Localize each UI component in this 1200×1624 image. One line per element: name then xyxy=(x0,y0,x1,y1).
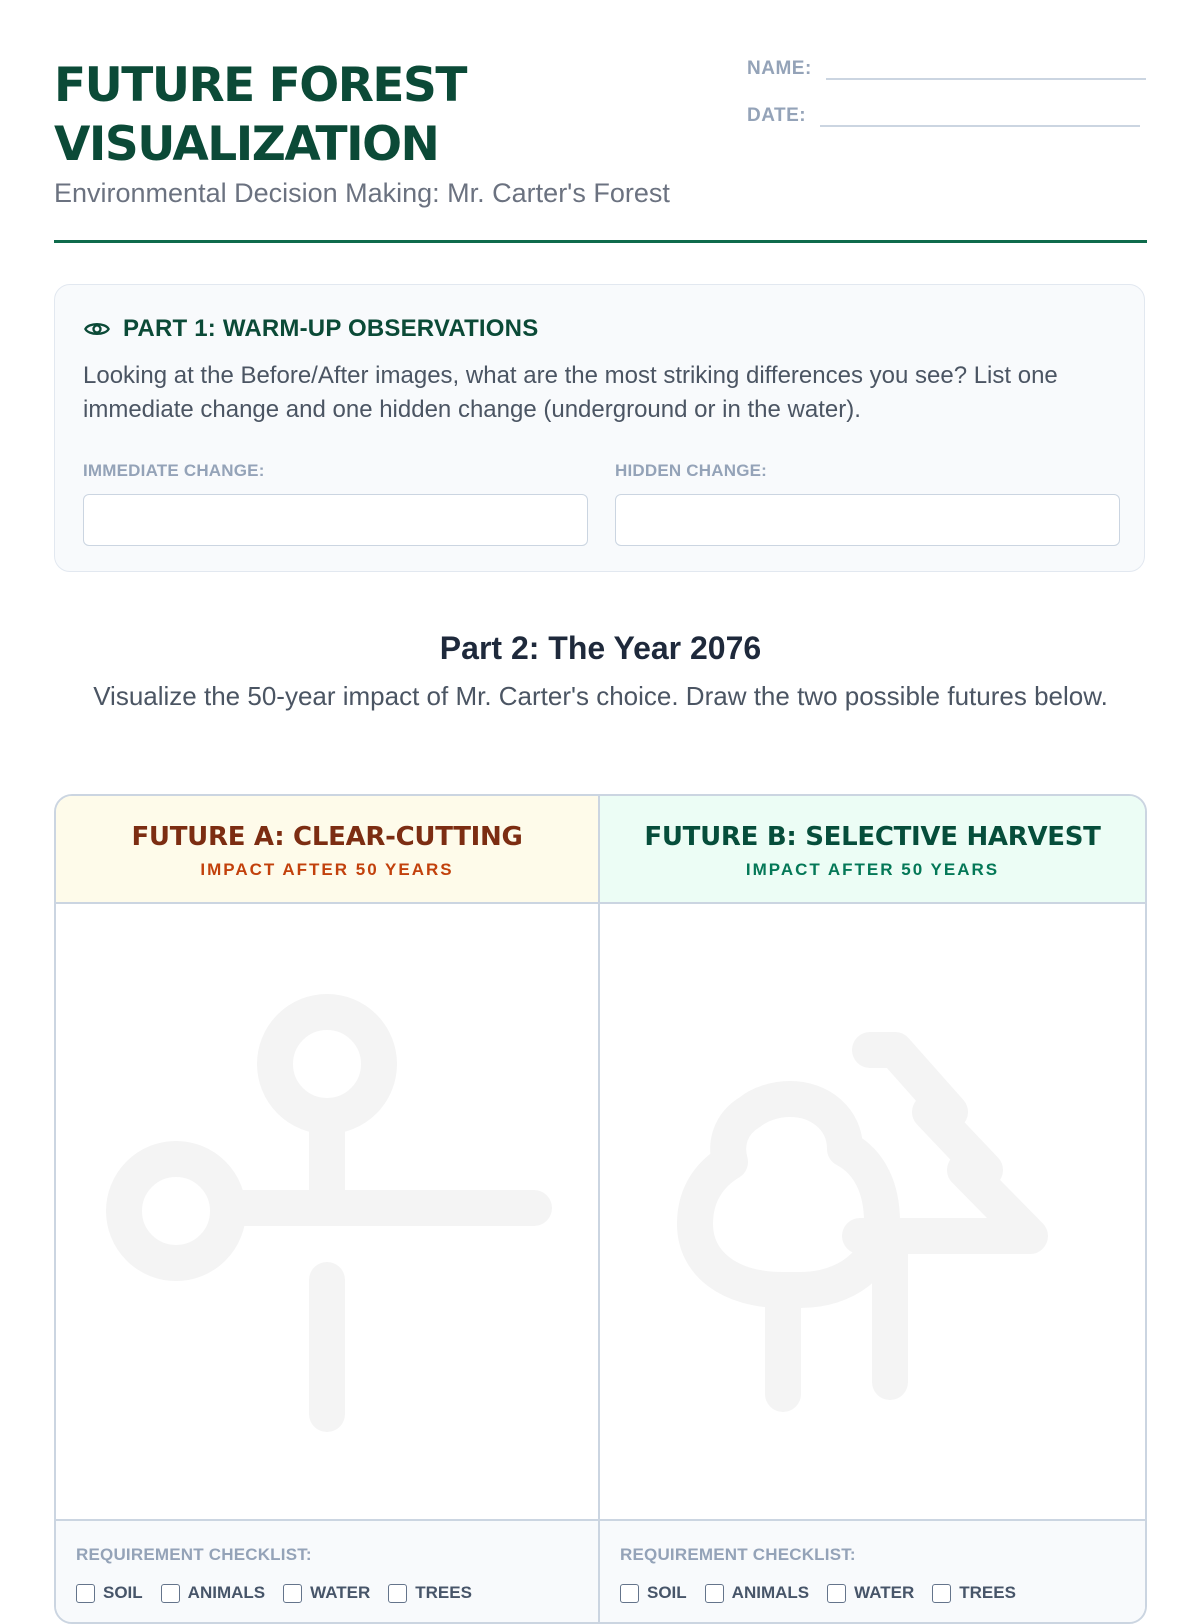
future-a-panel xyxy=(56,796,600,1622)
future-b-panel xyxy=(600,796,1145,1622)
worksheet-header xyxy=(54,0,1147,244)
checklist-item-water[interactable] xyxy=(283,1583,370,1603)
part2-instructions: Visualize the 50-year impact of Mr. Carter's choice. Draw the two possible futures below. xyxy=(93,681,1108,711)
checklist-item-soil[interactable] xyxy=(76,1583,143,1603)
checklist-item-label: WATER xyxy=(310,1583,371,1602)
future-b-subtitle: IMPACT AFTER 50 YEARS xyxy=(745,860,1000,879)
hidden-change-label: HIDDEN CHANGE: xyxy=(615,461,768,480)
title-line-1: FUTURE FOREST xyxy=(54,58,466,113)
future-a-checklist-label: REQUIREMENT CHECKLIST: xyxy=(76,1545,312,1564)
part1-header xyxy=(83,315,538,343)
checklist-item-trees[interactable] xyxy=(388,1583,472,1603)
checklist-item-label: ANIMALS xyxy=(731,1583,810,1602)
checklist-item-water[interactable] xyxy=(827,1583,914,1603)
name-label: NAME: xyxy=(747,58,812,79)
future-b-header xyxy=(600,796,1145,904)
future-a-header xyxy=(56,796,598,904)
immediate-change-input[interactable] xyxy=(83,494,588,546)
future-a-subtitle: IMPACT AFTER 50 YEARS xyxy=(200,860,454,879)
checklist-item-animals[interactable] xyxy=(705,1583,809,1603)
checklist-item-animals[interactable] xyxy=(161,1583,265,1603)
future-a-checklist-items xyxy=(76,1583,598,1603)
future-b-checklist-label: REQUIREMENT CHECKLIST: xyxy=(620,1545,856,1564)
part2-title: Part 2: The Year 2076 xyxy=(439,630,762,666)
future-b-drawing-area[interactable] xyxy=(600,904,1145,1521)
immediate-change-label: IMMEDIATE CHANGE: xyxy=(83,461,265,480)
future-b-checklist-items xyxy=(620,1583,1145,1603)
part1-title: PART 1: WARM-UP OBSERVATIONS xyxy=(123,315,539,342)
checklist-item-label: ANIMALS xyxy=(187,1583,266,1602)
worksheet-page xyxy=(54,0,1147,1602)
name-input-line[interactable] xyxy=(826,56,1146,80)
checklist-item-label: SOIL xyxy=(103,1583,143,1602)
date-label: DATE: xyxy=(747,105,807,126)
date-field xyxy=(747,103,1140,127)
future-a-title: FUTURE A: CLEAR-CUTTING xyxy=(131,822,523,852)
trees-icon xyxy=(600,904,1145,1521)
future-a-drawing-area[interactable] xyxy=(56,904,598,1521)
checklist-item-label: TREES xyxy=(415,1583,472,1602)
futures-grid xyxy=(54,794,1147,1624)
part1-card xyxy=(54,284,1145,572)
page-subtitle: Environmental Decision Making: Mr. Carter's Forest xyxy=(54,178,670,208)
page-title xyxy=(54,56,466,174)
part1-instructions: Looking at the Before/After images, what are the most striking differences you see? List one immediate change and one hidden change (underground or in the water). xyxy=(83,362,1058,423)
checklist-item-trees[interactable] xyxy=(932,1583,1016,1603)
name-field xyxy=(747,56,1146,80)
future-a-checklist xyxy=(56,1521,598,1624)
checklist-item-label: SOIL xyxy=(647,1583,687,1602)
eye-icon xyxy=(83,315,111,343)
header-divider xyxy=(54,240,1147,243)
hidden-change-input[interactable] xyxy=(615,494,1120,546)
checklist-item-label: WATER xyxy=(854,1583,915,1602)
title-line-2: VISUALIZATION xyxy=(54,117,439,172)
checklist-item-label: TREES xyxy=(959,1583,1016,1602)
checklist-item-soil[interactable] xyxy=(620,1583,687,1603)
future-b-title: FUTURE B: SELECTIVE HARVEST xyxy=(644,822,1101,852)
date-input-line[interactable] xyxy=(820,103,1140,127)
future-b-checklist xyxy=(600,1521,1145,1624)
stump-network-icon xyxy=(56,904,598,1521)
